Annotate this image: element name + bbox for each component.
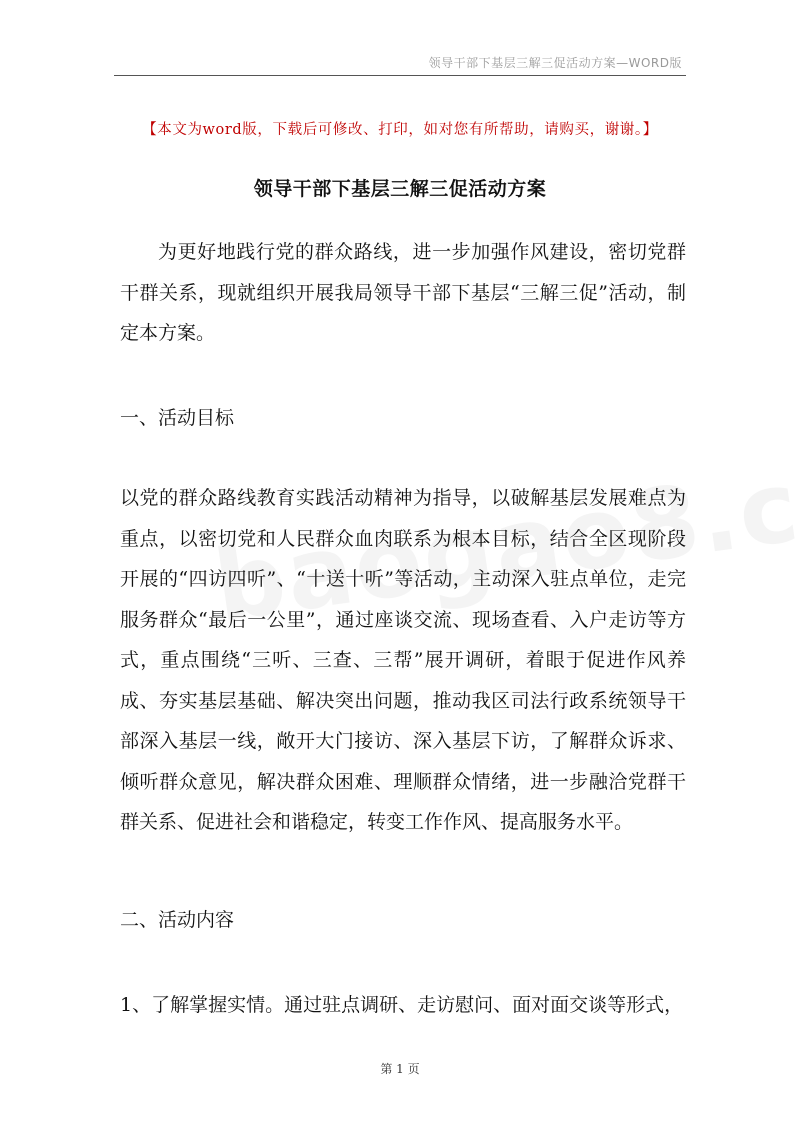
- document-title: 领导干部下基层三解三促活动方案: [253, 178, 547, 200]
- content-item-1: 1、了解掌握实情。通过驻点调研、走访慰问、面对面交谈等形式，: [120, 994, 684, 1016]
- running-header: 领导干部下基层三解三促活动方案—WORD版: [428, 56, 682, 70]
- page-number: 第 1 页: [380, 1062, 420, 1076]
- intro-paragraph: 为更好地践行党的群众路线，进一步加强作风建设，密切党群干群关系，现就组织开展我局领导干部下基层“三解三促”活动，制定本方案。: [120, 241, 686, 344]
- section-heading-content: 二、活动内容: [120, 909, 235, 931]
- header-divider: [114, 75, 686, 76]
- section-heading-goals: 一、活动目标: [120, 407, 235, 429]
- download-notice: 【本文为word版，下载后可修改、打印，如对您有所帮助，请购买，谢谢。】: [142, 122, 658, 138]
- goals-paragraph: 以党的群众路线教育实践活动精神为指导，以破解基层发展难点为重点，以密切党和人民群众血肉联系为根本目标，结合全区现阶段开展的“四访四听”、“十送十听”等活动，主动深入驻点单位，走完服务群众“最后一公里”，通过座谈交流、现场查看、入户走访等方式，重点围绕“三听、三查、三帮”展开调研，着眼于促进作风养成、夯实基层基础、解决突出问题，推动我区司法行政系统领导干部深入基层一线，敞开大门接访、深入基层下访，了解群众诉求、倾听群众意见，解决群众困难、理顺群众情绪，进一步融洽党群干群关系、促进社会和谐稳定，转变工作作风、提高服务水平。: [120, 487, 686, 833]
